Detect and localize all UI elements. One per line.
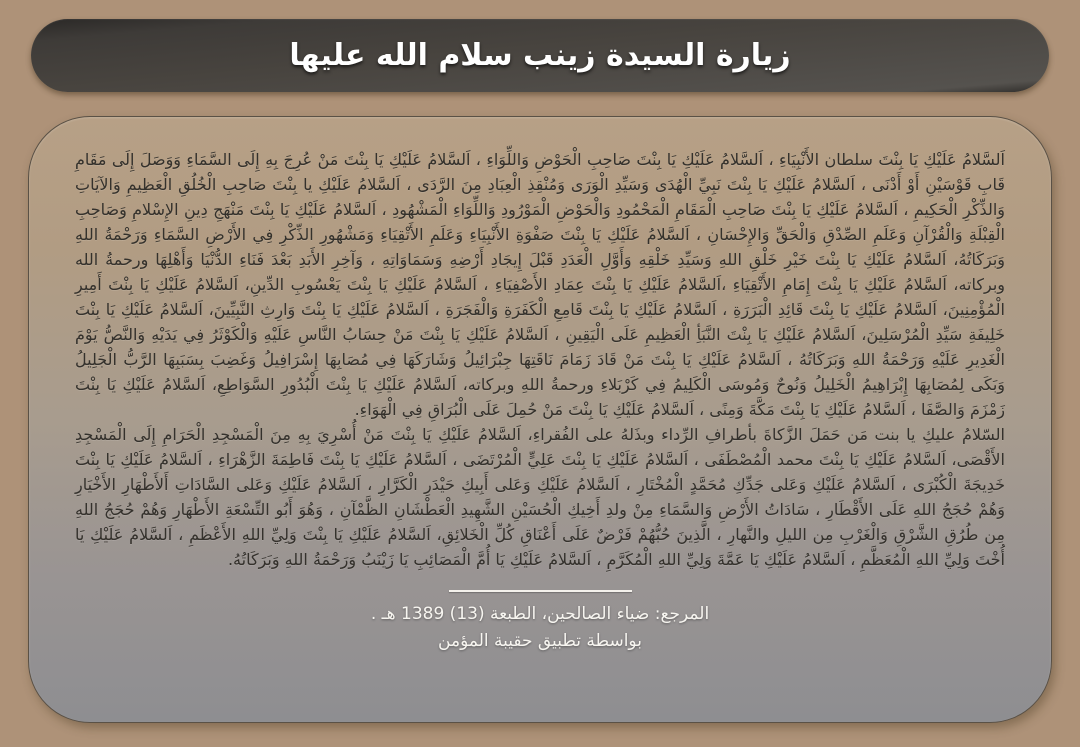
ziyarat-paragraph-1: اَلسَّلامُ عَلَيْكِ يَا بِنْتَ سلطان الأَنْبِيَاءِ ، اَلسَّلامُ عَلَيْكِ يَا بِنْتَ صَاحِبِ الْحَوْضِ وَاللِّوَاءِ ، اَلسَّلامُ عَلَيْكِ يَا بِنْتَ مَنْ عُرِجَ بِهِ إِلَى السَّمَاءِ وَوَصَلَ إِلَى مَقَامِ قَابِ قَوْسَيْنِ أَوْ أَدْنَى ، اَلسَّلامُ عَلَيْكِ يَا بِنْتَ نَبِيِّ الْهُدَى وَسَيِّدِ الْوَرَى وَمُنْقِذِ الْعِبَادِ مِنَ الرَّدَى ، اَلسَّلامُ عَلَيْكِ يا بِنْتَ صَاحِبِ الْخُلُقِ الْعَظِيمِ وَالآيَاتِ وَالذِّكْرِ الْحَكِيمِ ، اَلسَّلامُ عَلَيْكِ يَا بِنْتَ صَاحِبِ الْمَقَامِ الْمَحْمُودِ وَالْحَوْضِ الْمَوْرُودِ وَاللِّوَاءِ الْمَشْهُودِ ، اَلسَّلامُ عَلَيْكِ يَا بِنْتَ مَنْهَجِ دِينِ الإِسْلامِ وَصَاحِبِ الْقِبْلَةِ وَالْقُرْآنِ وَعَلَمِ الصِّدْقِ وَالْحَقِّ وَالإِحْسَانِ ، اَلسَّلامُ عَلَيْكِ يَا بِنْتَ صَفْوَةِ الأَنْبِيَاءِ وَعَلَمِ الأَتْقِيَاءِ وَمَشْهُورِ الذِّكْرِ فِي الأَرْضِ السَّمَاءِ وَرَحْمَةُ اللهِ وَبَرَكَاتُهُ، اَلسَّلامُ عَلَيْكِ يَا بِنْتَ خَيْرِ خَلْقِ اللهِ وَسَيِّدِ خَلْقِهِ وَأَوَّلِ الْعَدَدِ قَبْلَ إِيجَادِ أَرْضِهِ وَسَمَاوَاتِهِ ، وَآخِرِ الأَبَدِ بَعْدَ فَنَاءِ الدُّنْيَا وَأَهْلِهَا ورحمةُ الله وبركاته، اَلسَّلامُ عَلَيْكِ يَا بِنْتَ إِمَامِ الأَتْقِيَاءِ ،اَلسَّلامُ عَلَيْكِ يَا بِنْتَ عِمَادِ الأَصْفِيَاءِ ، اَلسَّلامُ عَلَيْكِ يَا بِنْتَ يَعْسُوبِ الدِّينِ، اَلسَّلامُ عَلَيْكِ يَا بِنْتَ أَمِيرِ الْمُؤْمِنِينَ، اَلسَّلامُ عَلَيْكِ يَا بِنْتَ قَائِدِ الْبَرَرَةِ ، اَلسَّلامُ عَلَيْكِ يَا بِنْتَ قَامِعِ الْكَفَرَةِ وَالْفَجَرَةِ ، اَلسَّلامُ عَلَيْكِ يَا بِنْتَ وَارِثِ النَّبِيِّينَ، اَلسَّلامُ عَلَيْكِ يَا بِنْتَ خَلِيفَةِ سَيِّدِ الْمُرْسَلِينَ، اَلسَّلامُ عَلَيْكِ يَا بِنْتَ النَّبَأِ الْعَظِيمِ عَلَى الْيَقِينِ ، اَلسَّلامُ عَلَيْكِ يَا بِنْتَ مَنْ حِسَابُ النَّاسِ عَلَيْهِ وَالْكَوْثَرُ فِي يَدَيْهِ وَالنَّصُّ يَوْمَ الْغَدِيرِ عَلَيْهِ وَرَحْمَةُ اللهِ وَبَرَكَاتُهُ ، اَلسَّلامُ عَلَيْكِ يَا بِنْتَ مَنْ قَادَ زَمَامَ نَاقَتِهَا جِبْرَائِيلُ وَشَارَكَهَا فِي مُصَابِهَا إِسْرَافِيلُ وَغَضِبَ بِسَبَبِهَا الرَّبُّ الْجَلِيلُ وَبَكَى لِمُصَابِهَا إِبْرَاهِيمُ الْخَلِيلُ وَنُوحٌ وَمُوسَى الْكَلِيمُ فِي كَرْبَلاءِ ورحمةُ اللهِ وبركاته، اَلسَّلامُ عَلَيْكِ يَا بِنْتَ الْبُدُورِ السَّوَاطِعِ، اَلسَّلامُ عَلَيْكِ يَا بِنْتَ زَمْزَمَ وَالصَّفَا ، اَلسَّلامُ عَلَيْكِ يَا بِنْتَ مَكَّةَ وَمِنًى ، اَلسَّلامُ عَلَيْكِ يَا بِنْتَ مَنْ حُمِلَ عَلَى الْبُرَاقِ فِي الْهَوَاءِ. [75,150,1005,419]
ziyarat-text [29,117,1051,572]
reference-footer [29,590,1051,655]
title-bar [31,19,1049,92]
app-credit-line: بواسطة تطبيق حقيبة المؤمن [438,631,642,651]
reference-line: المرجع: ضياء الصالحين، الطبعة (13) 1389 هـ . [370,604,710,624]
page-title: زيارة السيدة زينب سلام الله عليها [289,38,791,73]
content-panel [28,116,1052,723]
footer-divider [449,590,632,592]
ziyarat-paragraph-2: السّلامُ عليكِ يا بنت مَن حَمَلَ الزَّكاةَ بأطرافِ الرِّداء وبذَلهُ على الفُقراءِ، اَلسَّلامُ عَلَيْكِ يَا بِنْتَ مَنْ أُسْرِيَ بِهِ مِنَ الْمَسْجِدِ الْحَرَامِ إِلَى الْمَسْجِدِ الأَقْصَى، اَلسَّلامُ عَلَيْكِ يَا بِنْتَ محمد الْمُصْطَفَى ، اَلسَّلامُ عَلَيْكِ يَا بِنْتَ عَلِيٍّ الْمُرْتَضَى ، اَلسَّلامُ عَلَيْكِ يَا بِنْتَ فَاطِمَةَ الزَّهْرَاءِ ، اَلسَّلامُ عَلَيْكِ يَا بِنْتَ خَدِيجَةَ الْكُبْرَى ، اَلسَّلامُ عَلَيْكِ وَعَلى جَدِّكِ مُحَمَّدٍ الْمُخْتَارِ ، اَلسَّلامُ عَلَيْكِ وَعَلى أَبِيكِ حَيْدَرِ الْكَرَّارِ ، اَلسَّلامُ عَلَيْكِ وَعَلى السَّادَاتِ أَلأَطْهَارِ الأَخْيَارِ وَهُمْ حُجَجُ اللهِ عَلَى الأَقْطَارِ ، سَادَاتُ الأَرْضِ وَالسَّمَاءِ مِنْ ولدِ أَخِيكِ الْحُسَيْنِ الشَّهِيدِ الْعَطْشَانِ الظَّمْآنِ ، وَهُوَ أَبُو التِّسْعَةِ الأَطْهَارِ وَهُمْ حُجَجُ اللهِ مِن طُرُقِ الشَّرْقِ وَالْغَرْبِ مِن الليلِ والنَّهارِ ، الَّذِينَ حُبُّهُمْ فَرْضٌ عَلَى أَعْنَاقِ كُلِّ الْخَلائِقِ، اَلسَّلامُ عَلَيْكِ يَا بِنْتَ وَلِيِّ اللهِ الأَعْظَمِ ، اَلسَّلامُ عَلَيْكِ يَا أُخْتَ وَلِيِّ اللهِ الْمُعَظَّمِ ، اَلسَّلامُ عَلَيْكِ يَا عَمَّةَ وَلِيِّ اللهِ الْمُكَرَّمِ ، اَلسَّلامُ عَلَيْكِ يَا أُمَّ الْمَصَائِبِ يَا زَيْنَبُ وَرَحْمَةُ اللهِ وَبَرَكَاتُهُ. [75,425,1005,569]
